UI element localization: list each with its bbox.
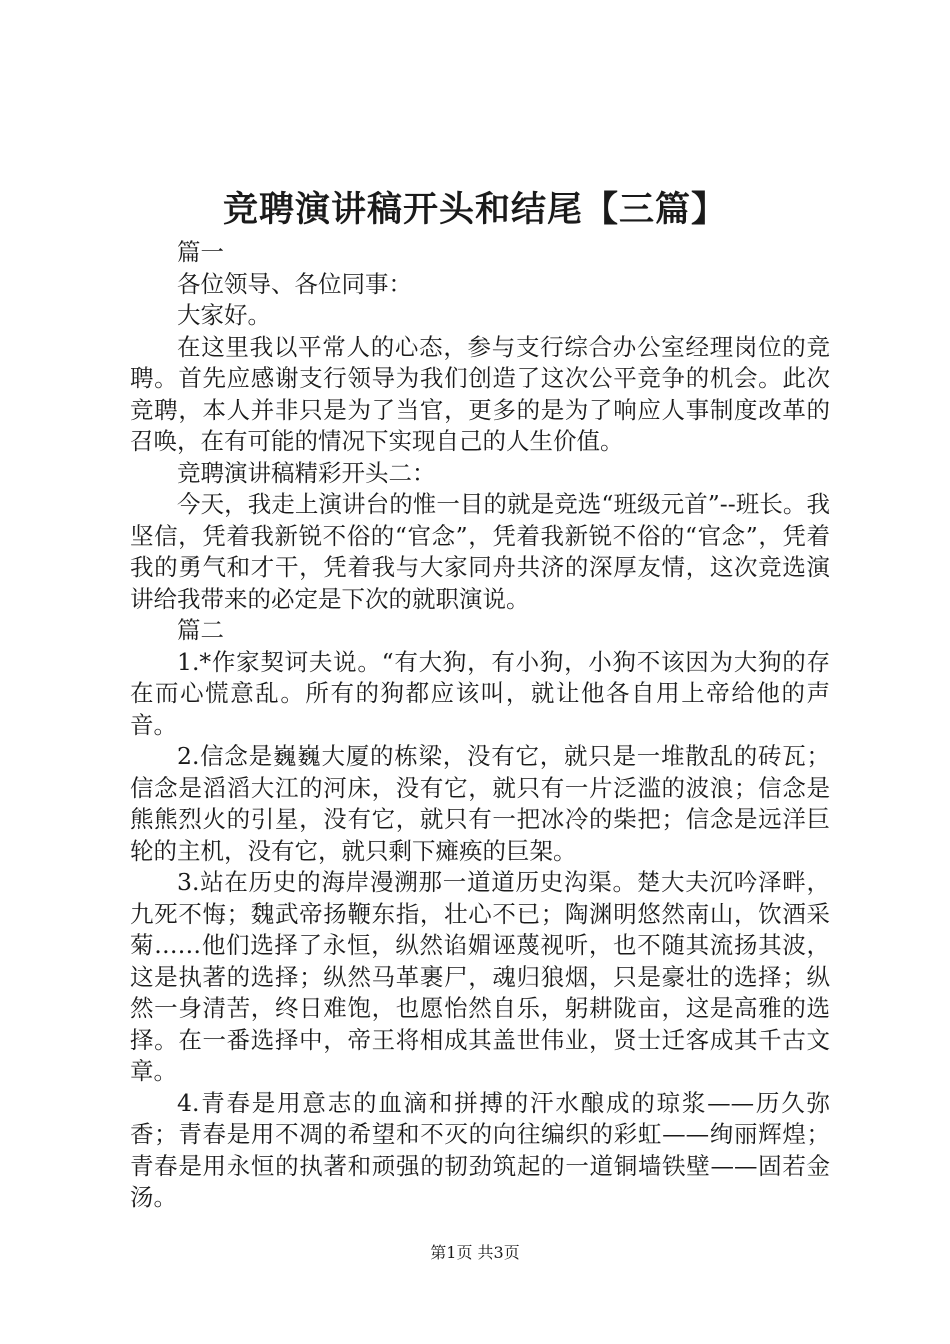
paragraph: 2.信念是巍巍大厦的栋梁，没有它，就只是一堆散乱的砖瓦；信念是滔滔大江的河床，没有它，就只有一片泛滥的波浪；信念是熊熊烈火的引星，没有它，就只有一把冰冷的柴把；信念是远洋巨轮的主机，没有它，就只剩下瘫痪的巨架。 [130,742,830,865]
paragraph: 在这里我以平常人的心态，参与支行综合办公室经理岗位的竞聘。首先应感谢支行领导为我们创造了这次公平竞争的机会。此次竞聘，本人并非只是为了当官，更多的是为了响应人事制度改革的召唤，在有可能的情况下实现自己的人生价值。 [130,332,830,455]
document-body [130,237,830,1214]
subheading: 竞聘演讲稿精彩开头二： [177,458,436,487]
greeting: 大家好。 [177,301,271,329]
paragraph: 今天，我走上演讲台的惟一目的就是竞选“班级元首”--班长。我坚信，凭着我新锐不俗的“官念”，凭着我新锐不俗的“官念”，凭着我的勇气和才干，凭着我与大家同舟共济的深厚友情，这次竞选演讲给我带来的必定是下次的就职演说。 [130,490,830,613]
section-heading-2: 篇二 [177,616,224,644]
salutation: 各位领导、各位同事： [177,269,412,298]
section-heading-1: 篇一 [177,238,224,266]
paragraph: 3.站在历史的海岸漫溯那一道道历史沟渠。楚大夫沉吟泽畔，九死不悔；魏武帝扬鞭东指，壮心不已；陶渊明悠然南山，饮酒采菊……他们选择了永恒，纵然谄媚诬蔑视听，也不随其流扬其波，这是执著的选择；纵然马革裹尸，魂归狼烟，只是豪壮的选择；纵然一身清苦，终日难饱，也愿怡然自乐，躬耕陇亩，这是高雅的选择。在一番选择中，帝王将相成其盖世伟业，贤士迁客成其千古文章。 [130,868,830,1085]
paragraph: 4.青春是用意志的血滴和拼搏的汗水酿成的琼浆——历久弥香；青春是用不凋的希望和不灭的向往编织的彩虹——绚丽辉煌；青春是用永恒的执著和顽强的韧劲筑起的一道铜墙铁壁——固若金汤。 [130,1088,830,1211]
page-footer: 第1页 共3页 [430,1243,520,1262]
paragraph: 1.*作家契诃夫说。“有大狗，有小狗，小狗不该因为大狗的存在而心慌意乱。所有的狗都应该叫，就让他各自用上帝给他的声音。 [130,647,830,739]
document-title: 竞聘演讲稿开头和结尾【三篇】 [222,189,727,230]
